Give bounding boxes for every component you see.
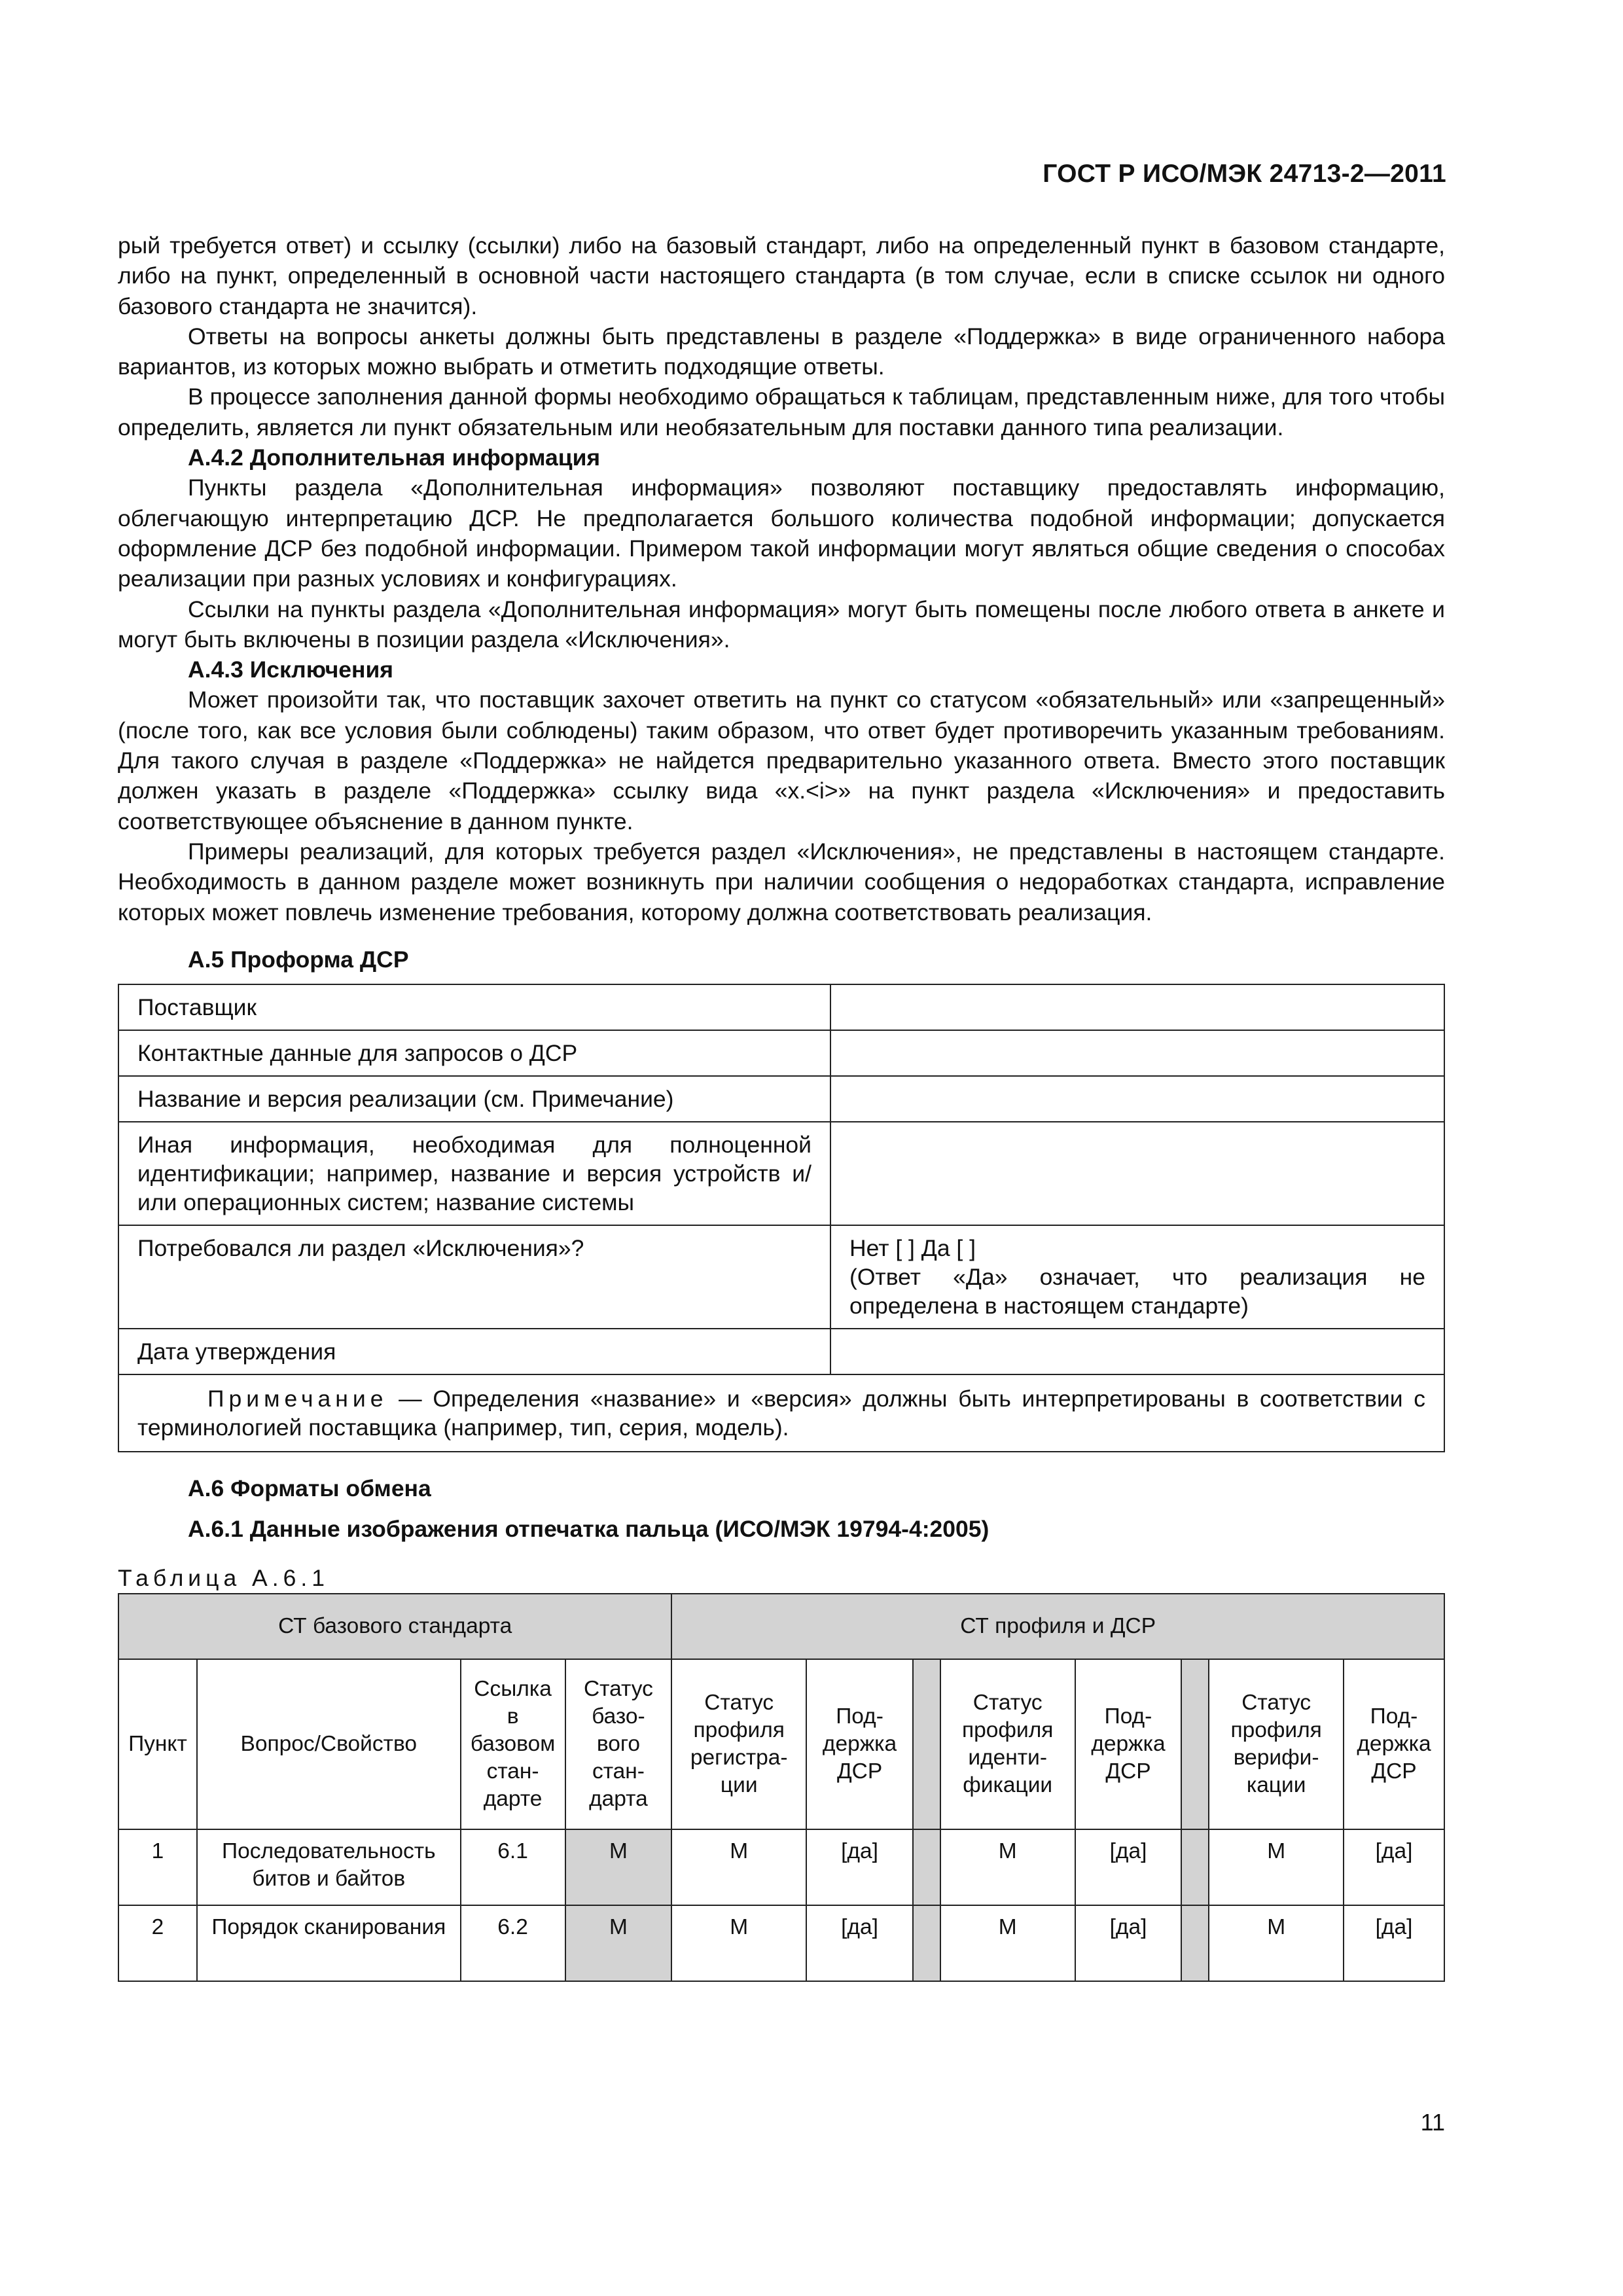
column-header-reg-status: Статус профиля регистра- ции bbox=[671, 1659, 806, 1829]
intro-paragraph-1: рый требуется ответ) и ссылку (ссылки) либо на базовый стандарт, либо на определенный пункт в базовом стандарте, либо на пункт, определенный в основной части настоящего стандарта (в том случае, если в списке ссылок ни одного базового стандарта не значится). bbox=[118, 232, 1445, 319]
a42-paragraph-1: Пункты раздела «Дополнительная информация» позволяют поставщику предоставлять информацию, облегчающую интерпретацию ДСР. Не предполагается большого количества подобной информации; допускается оформление ДСР без подобной информации. Примером такой информации могут являться общие сведения о способах реализации при разных условиях и конфигурациях. bbox=[118, 475, 1445, 592]
document-header: ГОСТ Р ИСО/МЭК 24713-2—2011 bbox=[1043, 160, 1446, 188]
proforma-value bbox=[830, 984, 1444, 1030]
proforma-value bbox=[830, 1225, 1444, 1329]
cell-status: M bbox=[565, 1905, 672, 1981]
cell-question: Порядок сканирования bbox=[197, 1905, 461, 1981]
section-a43-heading: А.4.3 Исключения bbox=[188, 656, 394, 683]
note-label: Примечание bbox=[207, 1386, 388, 1412]
note-dash: — bbox=[387, 1386, 433, 1412]
proforma-label: Дата утверждения bbox=[118, 1329, 830, 1374]
proforma-label: Поставщик bbox=[118, 984, 830, 1030]
proforma-label: Контактные данные для запросов о ДСР bbox=[118, 1030, 830, 1076]
table-caption: Таблица А.6.1 bbox=[118, 1564, 329, 1591]
column-header-ver-status: Статус профиля верифи- кации bbox=[1209, 1659, 1344, 1829]
cell-ver-support: [да] bbox=[1344, 1829, 1444, 1905]
column-header-status: Статус базо- вого стан- дарта bbox=[565, 1659, 672, 1829]
group-header-base-standard: СТ базового стандарта bbox=[118, 1594, 671, 1659]
cell-ver-support: [да] bbox=[1344, 1905, 1444, 1981]
table-group-header-row bbox=[118, 1594, 1444, 1659]
intro-paragraph-2: Ответы на вопросы анкеты должны быть представлены в разделе «Поддержка» в виде ограниченного набора вариантов, из которых можно выбрать и отметить подходящие ответы. bbox=[118, 323, 1445, 380]
table-row bbox=[118, 1829, 1444, 1905]
note-text: Определения «название» и «версия» должны быть интерпретированы в соответствии с терминологией поставщика (например, тип, серия, модель). bbox=[137, 1386, 1425, 1441]
column-header-reg-support: Под- держка ДСР bbox=[806, 1659, 913, 1829]
proforma-row bbox=[118, 1076, 1444, 1122]
table-column-header-row bbox=[118, 1659, 1444, 1829]
cell-ref: 6.1 bbox=[461, 1829, 565, 1905]
gray-spacer-cell bbox=[1181, 1829, 1209, 1905]
gray-spacer-cell bbox=[913, 1829, 940, 1905]
conformance-table bbox=[118, 1593, 1445, 1982]
column-header-item: Пункт bbox=[118, 1659, 197, 1829]
gray-spacer-column bbox=[1181, 1659, 1209, 1829]
cell-item: 2 bbox=[118, 1905, 197, 1981]
column-header-question: Вопрос/Свойство bbox=[197, 1659, 461, 1829]
exceptions-answer-options: Нет [ ] Да [ ] bbox=[849, 1235, 976, 1262]
group-header-profile: СТ профиля и ДСР bbox=[671, 1594, 1444, 1659]
cell-status: M bbox=[565, 1829, 672, 1905]
gray-spacer-column bbox=[913, 1659, 940, 1829]
cell-id-support: [да] bbox=[1075, 1829, 1182, 1905]
proforma-label: Название и версия реализации (см. Примечание) bbox=[118, 1076, 830, 1122]
proforma-label: Потребовался ли раздел «Исключения»? bbox=[118, 1225, 830, 1329]
cell-item: 1 bbox=[118, 1829, 197, 1905]
section-a42-heading: А.4.2 Дополнительная информация bbox=[188, 444, 601, 471]
cell-reg-status: M bbox=[671, 1829, 806, 1905]
column-header-ref: Ссылка в базовом стан- дарте bbox=[461, 1659, 565, 1829]
gray-spacer-cell bbox=[1181, 1905, 1209, 1981]
cell-reg-support: [да] bbox=[806, 1829, 913, 1905]
document-body bbox=[118, 230, 1445, 1982]
a43-paragraph-2: Примеры реализаций, для которых требуется раздел «Исключения», не представлены в настоящем стандарте. Необходимость в данном разделе может возникнуть при наличии сообщения о недоработках стандарта, исправление которых может повлечь изменение требования, которому должна соответствовать реализация. bbox=[118, 838, 1445, 925]
column-header-id-support: Под- держка ДСР bbox=[1075, 1659, 1182, 1829]
a42-paragraph-2: Ссылки на пункты раздела «Дополнительная информация» могут быть помещены после любого ответа в анкете и могут быть включены в позиции раздела «Исключения». bbox=[118, 596, 1445, 653]
proforma-label: Иная информация, необходимая для полноценной идентификации; например, название и версия устройств и/или операционных систем; название системы bbox=[118, 1122, 830, 1225]
section-a5-heading: А.5 Проформа ДСР bbox=[188, 946, 409, 973]
cell-question: Последовательность битов и байтов bbox=[197, 1829, 461, 1905]
proforma-row bbox=[118, 1122, 1444, 1225]
cell-reg-support: [да] bbox=[806, 1905, 913, 1981]
page-number: 11 bbox=[1420, 2109, 1445, 2136]
proforma-row bbox=[118, 984, 1444, 1030]
proforma-note-row bbox=[118, 1374, 1444, 1452]
section-a6-heading: А.6 Форматы обмена bbox=[188, 1475, 431, 1502]
cell-ref: 6.2 bbox=[461, 1905, 565, 1981]
exceptions-answer-explanation: (Ответ «Да» означает, что реализация не определена в настоящем стандарте) bbox=[849, 1264, 1425, 1319]
cell-id-status: M bbox=[940, 1829, 1075, 1905]
section-a61-heading: А.6.1 Данные изображения отпечатка пальца (ИСО/МЭК 19794-4:2005) bbox=[188, 1516, 990, 1543]
cell-id-status: M bbox=[940, 1905, 1075, 1981]
proforma-value bbox=[830, 1030, 1444, 1076]
proforma-row bbox=[118, 1030, 1444, 1076]
proforma-value bbox=[830, 1122, 1444, 1225]
cell-id-support: [да] bbox=[1075, 1905, 1182, 1981]
proforma-value bbox=[830, 1076, 1444, 1122]
intro-paragraph-3: В процессе заполнения данной формы необходимо обращаться к таблицам, представленным ниже, для того чтобы определить, является ли пункт обязательным или необязательным для поставки данного типа реализации. bbox=[118, 384, 1445, 440]
cell-ver-status: M bbox=[1209, 1829, 1344, 1905]
proforma-note bbox=[118, 1374, 1444, 1452]
a43-paragraph-1: Может произойти так, что поставщик захочет ответить на пункт со статусом «обязательный» или «запрещенный» (после того, как все условия были соблюдены) таким образом, что ответ будет противоречить указанным требованиям. Для такого случая в разделе «Поддержка» не найдется предварительно указанного ответа. Вместо этого поставщик должен указать в разделе «Поддержка» ссылку вида «x.<i>» на пункт раздела «Исключения» и предоставить соответствующее объяснение в данном пункте. bbox=[118, 687, 1445, 834]
proforma-value bbox=[830, 1329, 1444, 1374]
proforma-row bbox=[118, 1225, 1444, 1329]
column-header-id-status: Статус профиля иденти- фикации bbox=[940, 1659, 1075, 1829]
gray-spacer-cell bbox=[913, 1905, 940, 1981]
cell-reg-status: M bbox=[671, 1905, 806, 1981]
column-header-ver-support: Под- держка ДСР bbox=[1344, 1659, 1444, 1829]
table-row bbox=[118, 1905, 1444, 1981]
cell-ver-status: M bbox=[1209, 1905, 1344, 1981]
proforma-row bbox=[118, 1329, 1444, 1374]
proforma-table bbox=[118, 984, 1445, 1452]
